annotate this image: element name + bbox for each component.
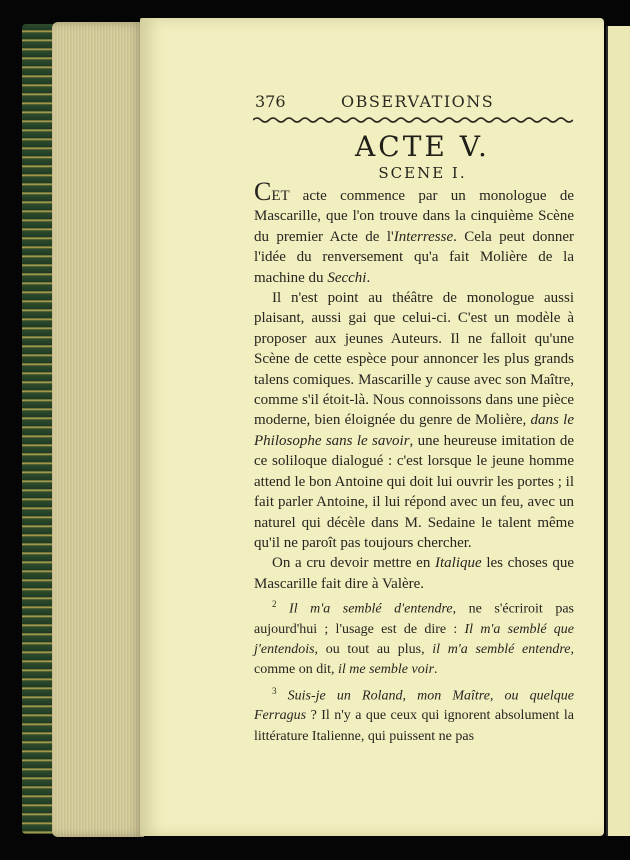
p3-text-c: les choses que Mascarille fait dire à Valère.	[254, 555, 574, 592]
p3-italique: Italique	[435, 555, 482, 572]
p2-text-c: , une heureuse imitation de ce soliloque dialogué : c'est lorsque le jeune homme attend le bon Antoine qui doit lui ouvrir les portes ; il fait parler Antoine, il lui répond avec un feu, avec un naturel qui décèle dans M. Sedaine le talent même qu'il ne paroît pas toujours chercher.	[254, 432, 574, 551]
p2-text-a: Il n'est point au théâtre de monologue aussi plaisant, aussi gai que celui-ci. C'est un modèle à proposer aux jeunes Auteurs. Il ne falloit qu'une Scène de cette espèce pour annoncer les plus grands talens comiques. Mascarille y cause avec son Maître, comme s'il étoit-là. Nous connoissons dans une pièce moderne, bien éloignée du genre de Molière,	[254, 290, 574, 429]
scene-heading: SCENE I.	[378, 164, 467, 182]
page-header	[255, 90, 590, 112]
note-2-quote-e: il m'a semblé entendre	[432, 642, 571, 658]
note-2	[254, 594, 574, 680]
wavy-rule-ornament	[253, 116, 573, 124]
p3-text-a: On a cru devoir mettre en	[272, 555, 435, 572]
page-edges	[52, 22, 144, 837]
p1-name-secchi: Secchi	[327, 269, 367, 286]
act-heading: ACTE V.	[355, 130, 490, 163]
note-2-text-h: .	[434, 662, 438, 678]
p1-text-a: ET acte commence par un monologue de Mascarille, que l'on trouve dans la cinquième Scène du premier Acte de l'	[254, 188, 574, 245]
p1-text-e: .	[366, 269, 371, 286]
paragraph-1	[254, 177, 575, 288]
note-3-quote-a: Suis-je un Roland, mon Maître, ou quelque Ferragus	[254, 688, 575, 724]
p2-title-philosophe: dans le Philosophe sans le savoir	[254, 412, 574, 449]
note-3-text-b: ? Il n'y a que ceux qui ignorent absolument la littérature Italienne, qui puissent ne pas	[254, 708, 574, 744]
note-2-quote-a: Il m'a semblé d'entendre	[289, 601, 453, 617]
note-2-text-d: , ou tout au plus,	[314, 642, 433, 658]
running-title: OBSERVATIONS	[341, 92, 495, 111]
p1-text-c: . Cela peut donner l'idée du renversement qu'a fait Molière de la machine du	[254, 228, 575, 286]
book-spine	[22, 24, 54, 834]
paragraph-2	[254, 288, 574, 553]
note-2-quote-c: Il m'a semblé que j'entendois	[254, 621, 575, 658]
paragraph-3	[254, 553, 574, 594]
note-2-quote-g: il me semble voir	[338, 662, 435, 678]
note-2-text-b: , ne s'écriroit pas aujourd'hui ; l'usage est de dire :	[254, 601, 574, 637]
note-3	[254, 681, 574, 747]
note-2-text-f: , comme on dit,	[254, 642, 574, 678]
drop-cap: C	[254, 177, 272, 206]
facing-page-edge	[606, 26, 630, 836]
p1-title-interesse: Interresse	[393, 228, 454, 245]
page-number: 376	[255, 92, 286, 111]
note-3-marker: 3	[272, 685, 277, 696]
note-2-marker: 2	[272, 599, 277, 610]
body-text	[254, 177, 575, 747]
